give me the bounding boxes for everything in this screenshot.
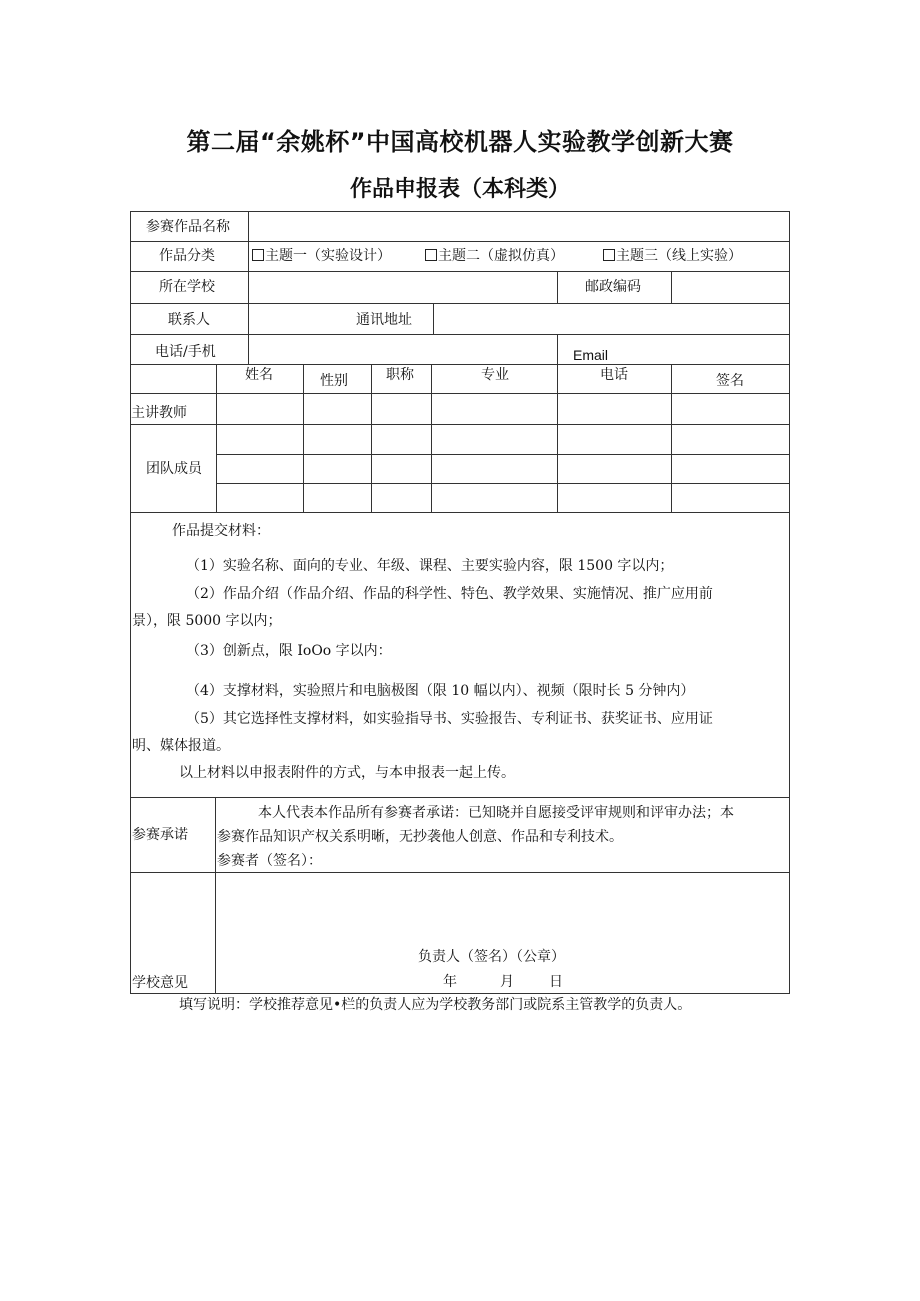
team-members-label: 团队成员	[146, 461, 202, 477]
col-line	[303, 364, 304, 512]
row-line	[130, 797, 790, 798]
col-line	[431, 364, 432, 512]
date-year: 年	[443, 974, 457, 990]
col-line	[557, 271, 558, 303]
col-line	[216, 364, 217, 512]
header-gender: 性别	[320, 373, 348, 389]
materials-item-4: （4）支撑材料，实验照片和电脑极图（限 10 幅以内）、视频（限时长 5 分钟内）	[186, 683, 695, 699]
school-opinion-field[interactable]	[217, 874, 788, 944]
date-month: 月	[500, 974, 514, 990]
address-label: 通讯地址	[356, 312, 412, 328]
table-border-left	[130, 211, 131, 994]
pledge-label: 参赛承诺	[132, 827, 188, 843]
phone-field[interactable]	[250, 336, 556, 363]
pledge-line-2: 参赛作品知识产权关系明晰，无抄袭他人创意、作品和专利技术。	[217, 829, 623, 845]
col-line	[248, 211, 249, 271]
contact-field[interactable]	[250, 305, 340, 333]
col-line	[557, 334, 558, 364]
table-border-top	[130, 211, 790, 212]
school-opinion-label: 学校意见	[132, 975, 188, 991]
col-line	[248, 271, 249, 364]
header-major: 专业	[481, 367, 509, 383]
table-border-bottom	[130, 993, 790, 994]
date-day: 日	[549, 974, 563, 990]
form-title-line1: 第二届“余姚杯”中国高校机器人实验教学创新大赛	[186, 128, 734, 156]
pledge-line-1: 本人代表本作品所有参赛者承诺：已知晓并自愿接受评审规则和评审办法；本	[258, 805, 734, 821]
col-line	[557, 364, 558, 512]
category-label: 作品分类	[159, 248, 215, 264]
responsible-signature: 负责人（签名）（公章）	[418, 949, 565, 965]
row-line	[130, 364, 790, 365]
form-title-line2: 作品申报表（本科类）	[349, 177, 570, 202]
col-line	[671, 271, 672, 303]
contact-label: 联系人	[168, 312, 210, 328]
materials-item-1: （1）实验名称、面向的专业、年级、课程、主要实验内容，限 1500 字以内；	[186, 558, 674, 574]
row-line	[130, 241, 790, 242]
school-field[interactable]	[250, 273, 556, 302]
col-line	[371, 364, 372, 512]
col-line	[433, 303, 434, 334]
header-signature: 签名	[716, 373, 744, 389]
materials-item-2: （2）作品介绍（作品介绍、作品的科学性、特色、教学效果、实施情况、推广应用前	[186, 586, 713, 602]
materials-item-3: （3）创新点，限 IoOo 字以内：	[186, 643, 392, 659]
header-name: 姓名	[245, 367, 273, 383]
postcode-label: 邮政编码	[585, 279, 641, 295]
row-line	[130, 512, 790, 513]
email-field[interactable]	[620, 336, 788, 363]
col-line	[671, 364, 672, 512]
checkbox-icon[interactable]	[252, 249, 264, 261]
email-label: Email	[573, 347, 609, 363]
category-option-3-label: 主题三（线上实验）	[616, 248, 742, 264]
category-option-2[interactable]	[425, 247, 564, 265]
work-name-label: 参赛作品名称	[146, 219, 230, 235]
materials-item-5: （5）其它选择性支撑材料，如实验指导书、实验报告、专利证书、获奖证书、应用证	[186, 711, 713, 727]
col-line	[215, 797, 216, 994]
lead-teacher-label: 主讲教师	[131, 405, 187, 421]
phone-label: 电话/手机	[155, 344, 216, 360]
header-title: 职称	[386, 367, 414, 383]
school-label: 所在学校	[159, 279, 215, 295]
materials-closing: 以上材料以申报表附件的方式，与本申报表一起上传。	[179, 765, 515, 781]
materials-heading: 作品提交材料：	[172, 523, 270, 539]
row-line	[130, 303, 790, 304]
category-option-2-label: 主题二（虚拟仿真）	[438, 248, 564, 264]
postcode-field[interactable]	[673, 273, 788, 302]
row-line	[130, 424, 790, 425]
header-phone: 电话	[600, 367, 628, 383]
address-field[interactable]	[435, 305, 788, 333]
row-line	[130, 393, 790, 394]
footnote: 填写说明：学校推荐意见•栏的负责人应为学校教务部门或院系主管教学的负责人。	[179, 997, 692, 1013]
row-line	[130, 334, 790, 335]
checkbox-icon[interactable]	[425, 249, 437, 261]
checkbox-icon[interactable]	[603, 249, 615, 261]
row-line	[130, 271, 790, 272]
work-name-field[interactable]	[250, 213, 788, 240]
pledge-signature: 参赛者（签名）：	[217, 853, 322, 869]
category-option-3[interactable]	[603, 247, 742, 265]
materials-item-2-cont: 景），限 5000 字以内；	[132, 613, 282, 629]
category-option-1-label: 主题一（实验设计）	[265, 248, 391, 264]
materials-item-5-cont: 明、媒体报道。	[132, 738, 230, 754]
table-border-right	[789, 211, 790, 994]
row-line	[130, 872, 790, 873]
category-option-1[interactable]	[252, 247, 391, 265]
